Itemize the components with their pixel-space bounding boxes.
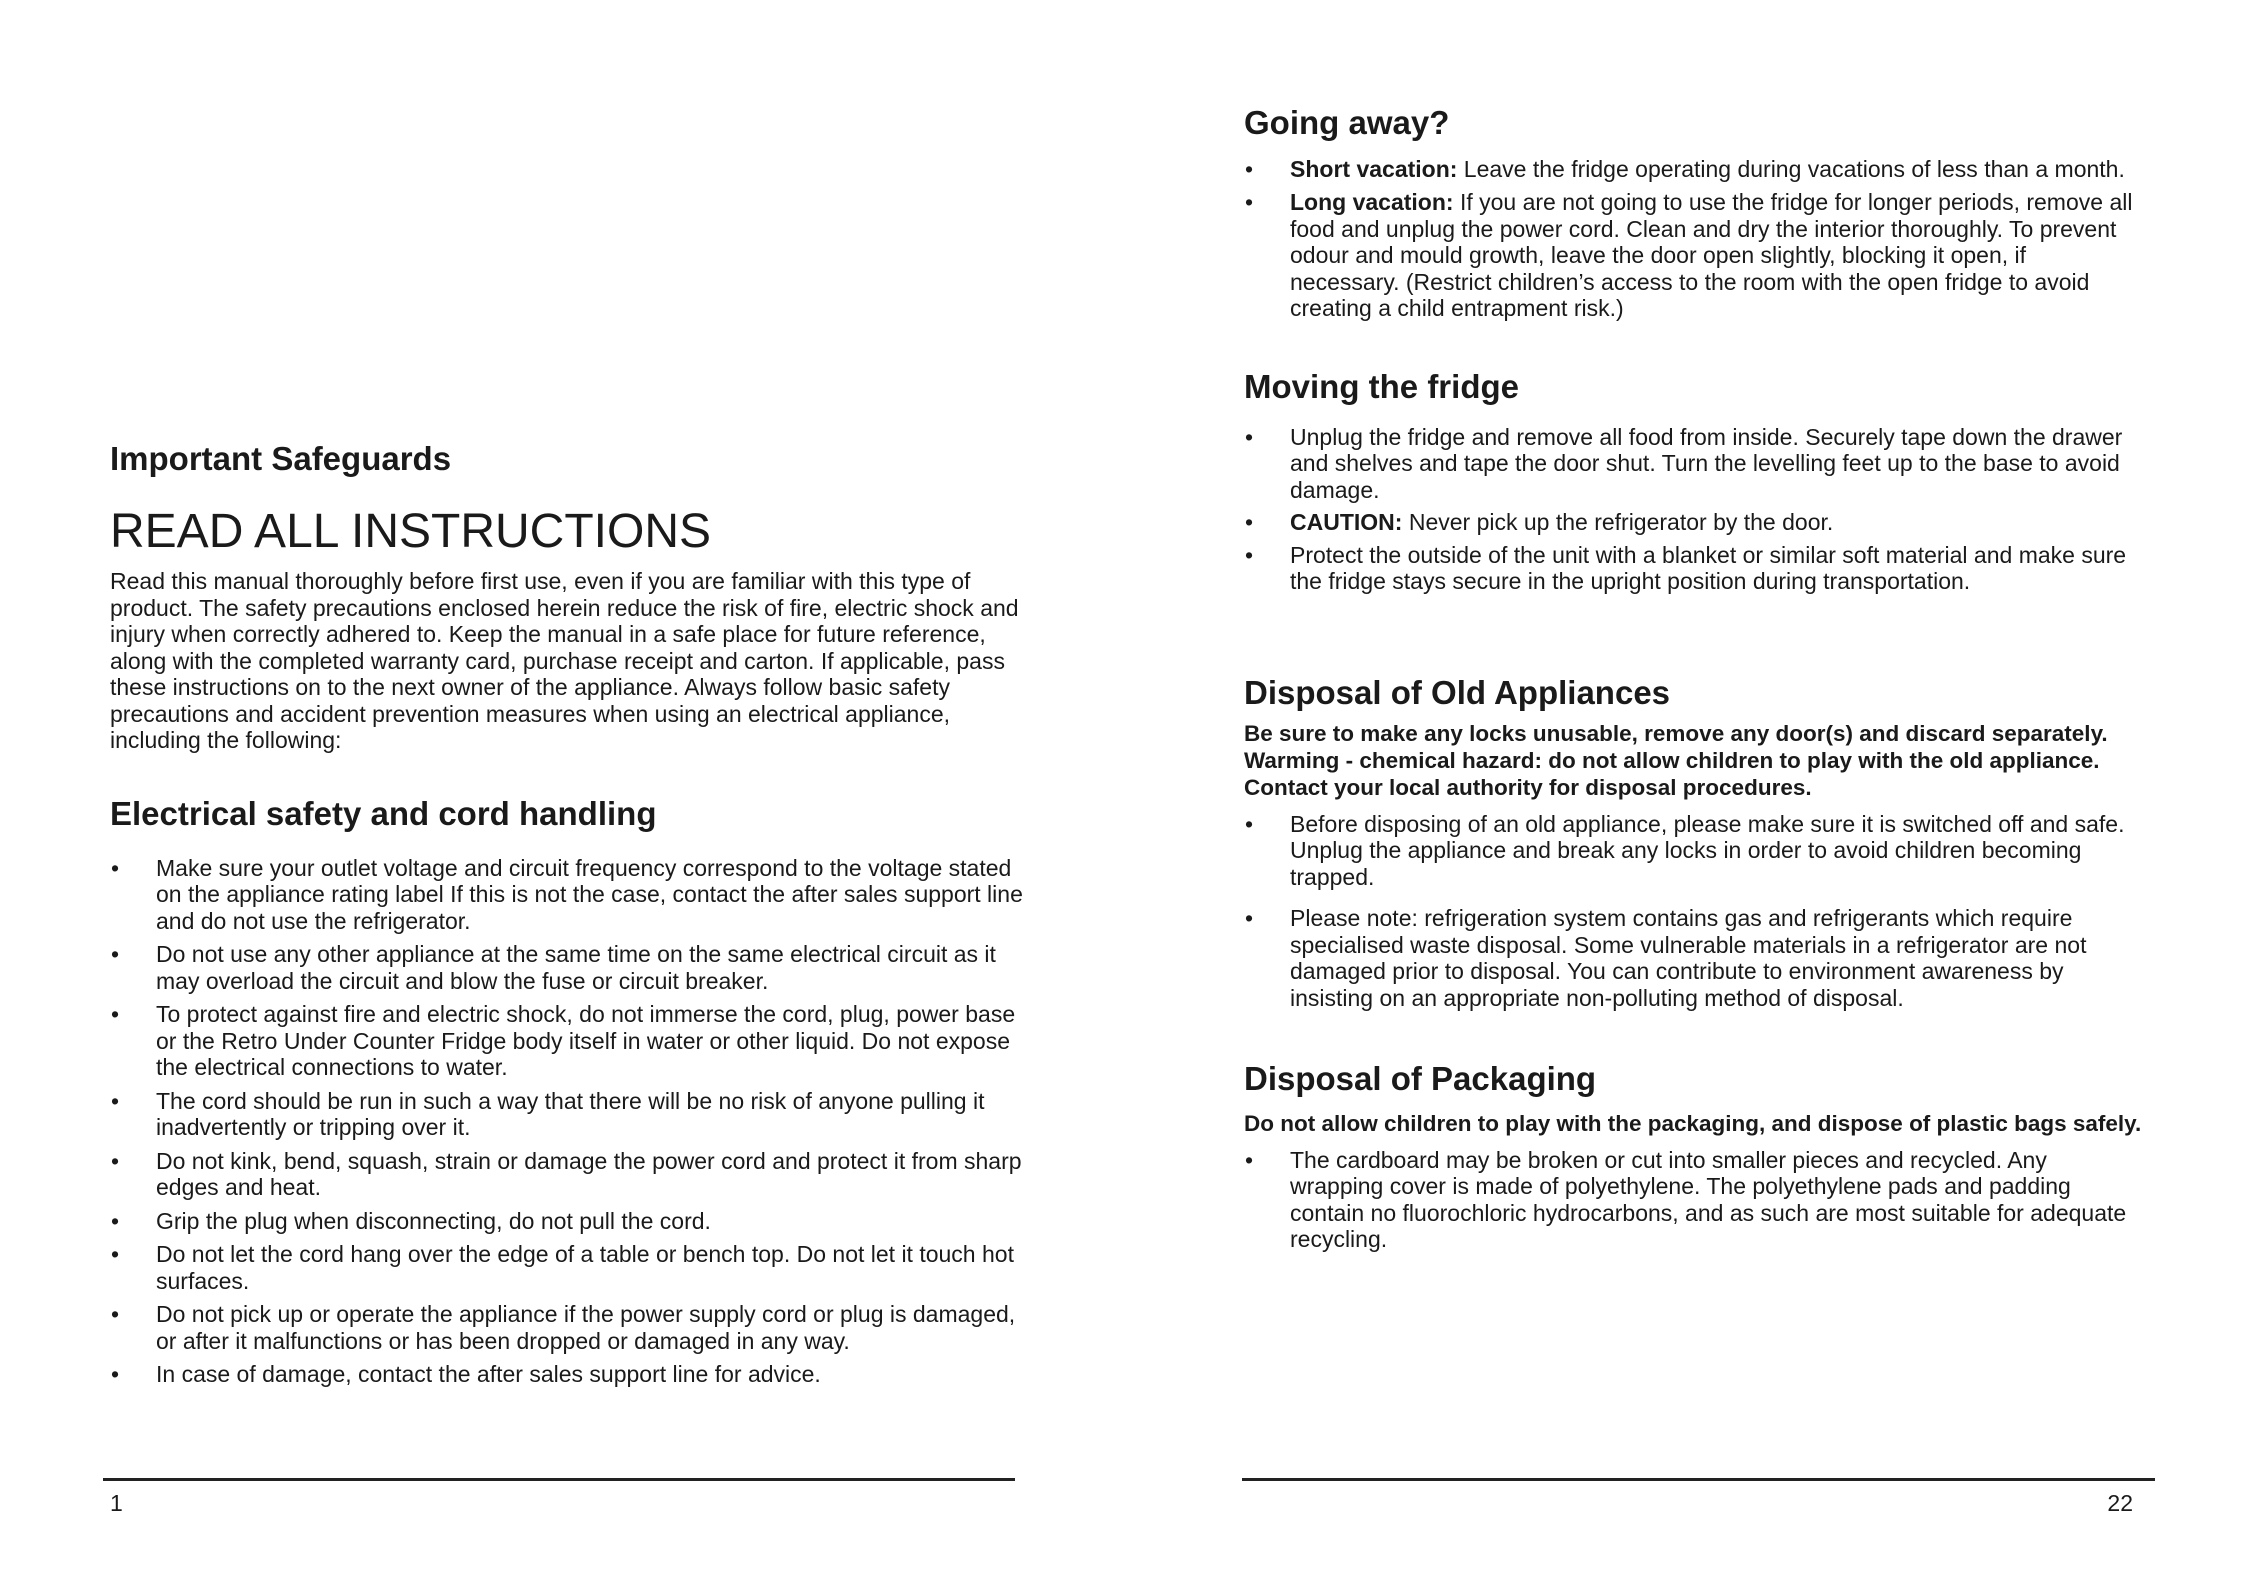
left-page <box>0 0 1122 1587</box>
long-vacation-text: If you are not going to use the fridge for longer periods, remove all food and unplug the power cord. Clean and dry the interior thoroughly. To prevent odour and mould growth, leave the door open slightly, blocking it open, if necessary. (Restrict children’s access to the room with the open fridge to avoid creating a child entrapment risk.) <box>1290 189 2133 322</box>
safeguards-title-block <box>110 440 1030 478</box>
list-item: • Unplug the fridge and remove all food from inside. Securely tape down the drawer and shelves and tape the door shut. Turn the levelling feet up to the base to avoid damage. <box>1244 424 2134 504</box>
section-title-moving: Moving the fridge <box>1244 368 1519 405</box>
list-item: • In case of damage, contact the after sales support line for advice. <box>110 1361 1030 1388</box>
disposal-packaging-section <box>1244 1060 2204 1253</box>
going-away-list <box>1244 156 2134 322</box>
list-item <box>1244 156 2134 183</box>
list-item: • Do not pick up or operate the appliance if the power supply cord or plug is damaged, or after it malfunctions or has been dropped or damaged in any way. <box>110 1301 1030 1354</box>
right-page <box>1122 0 2245 1587</box>
list-item <box>1244 509 2134 536</box>
footer-rule <box>103 1478 1015 1481</box>
list-item: • Make sure your outlet voltage and circuit frequency correspond to the voltage stated on the appliance rating label If this is not the case, contact the after sales support line and do not use the refrigerator. <box>110 855 1030 935</box>
list-item: • To protect against fire and electric shock, do not immerse the cord, plug, power base or the Retro Under Counter Fridge body itself in water or other liquid. Do not expose the electrical connections to water. <box>110 1001 1030 1081</box>
section-title-electrical: Electrical safety and cord handling <box>110 795 657 832</box>
list-item: • Grip the plug when disconnecting, do not pull the cord. <box>110 1208 1030 1235</box>
going-away-section <box>1244 104 2204 322</box>
disposal-old-section <box>1244 674 2229 1011</box>
packaging-warning: Do not allow children to play with the packaging, and dispose of plastic bags safely. <box>1244 1110 2142 1136</box>
section-title-going-away: Going away? <box>1244 104 1450 141</box>
read-instructions-block <box>110 506 1030 559</box>
footer-rule <box>1242 1478 2155 1481</box>
short-vacation-label: Short vacation: <box>1290 155 1458 182</box>
page-number: 22 <box>2107 1490 2133 1516</box>
warning-line: Contact your local authority for disposal procedures. <box>1244 774 1812 800</box>
moving-section <box>1244 368 2204 595</box>
disposal-old-list <box>1244 811 2144 1012</box>
list-item: • The cardboard may be broken or cut into smaller pieces and recycled. Any wrapping cover is made of polyethylene. The polyethylene pads and padding contain no fluorochloric hydrocarbons, and as such are most suitable for adequate recycling. <box>1244 1147 2144 1253</box>
intro-block <box>110 568 1025 754</box>
list-item: • Do not let the cord hang over the edge of a table or bench top. Do not let it touch hot surfaces. <box>110 1241 1030 1294</box>
electrical-section <box>110 795 1030 1388</box>
electrical-safety-list <box>110 855 1030 1388</box>
disposal-old-warning <box>1244 720 2229 801</box>
warning-line: Be sure to make any locks unusable, remove any door(s) and discard separately. <box>1244 720 2108 746</box>
caution-text: Never pick up the refrigerator by the door. <box>1402 509 1834 536</box>
list-item: • Do not kink, bend, squash, strain or damage the power cord and protect it from sharp edges and heat. <box>110 1148 1030 1201</box>
packaging-list <box>1244 1147 2144 1253</box>
list-item: • Do not use any other appliance at the same time on the same electrical circuit as it may overload the circuit and blow the fuse or circuit breaker. <box>110 941 1030 994</box>
list-item: • Please note: refrigeration system contains gas and refrigerants which require specialised waste disposal. Some vulnerable materials in a refrigerator are not damaged prior to disposal. You can contribute to environment awareness by insisting on an appropriate non-polluting method of disposal. <box>1244 905 2144 1011</box>
page-number: 1 <box>110 1490 123 1516</box>
section-title-disposal-packaging: Disposal of Packaging <box>1244 1060 1597 1097</box>
long-vacation-label: Long vacation: <box>1290 189 1454 216</box>
section-title-disposal-old: Disposal of Old Appliances <box>1244 674 1671 711</box>
list-item: • Protect the outside of the unit with a blanket or similar soft material and make sure the fridge stays secure in the upright position during transportation. <box>1244 542 2134 595</box>
page-title: Important Safeguards <box>110 440 452 477</box>
list-item: • Before disposing of an old appliance, please make sure it is switched off and safe. Unplug the appliance and break any locks in order to avoid children becoming trapped. <box>1244 811 2144 891</box>
moving-list <box>1244 424 2134 595</box>
list-item: • The cord should be run in such a way that there will be no risk of anyone pulling it inadvertently or tripping over it. <box>110 1088 1030 1141</box>
warning-line: Warming - chemical hazard: do not allow children to play with the old appliance. <box>1244 747 2100 773</box>
read-all-instructions-heading: READ ALL INSTRUCTIONS <box>110 505 712 558</box>
intro-paragraph: Read this manual thoroughly before first use, even if you are familiar with this type of product. The safety precautions enclosed herein reduce the risk of fire, electric shock and injury when correctly adhered to. Keep the manual in a safe place for future reference, along with the completed warranty card, purchase receipt and carton. If applicable, pass these instructions on to the next owner of the appliance. Always follow basic safety precautions and accident prevention measures when using an electrical appliance, including the following: <box>110 568 1019 753</box>
caution-label: CAUTION: <box>1290 509 1403 536</box>
list-item <box>1244 189 2134 322</box>
short-vacation-text: Leave the fridge operating during vacations of less than a month. <box>1457 155 2125 182</box>
